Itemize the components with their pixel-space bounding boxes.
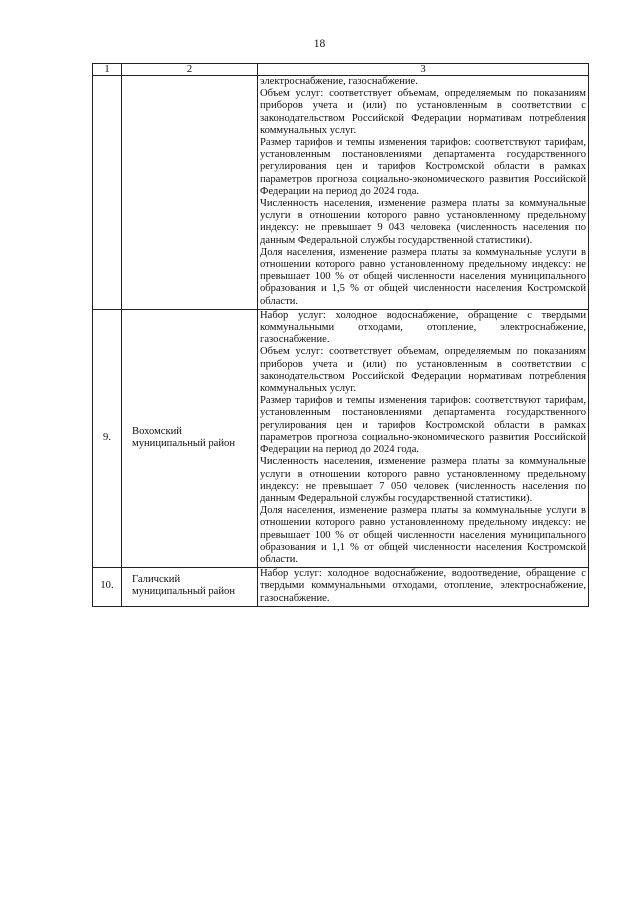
paragraph: Объем услуг: соответствует объемам, определяемым по показаниям приборов учета и (или) по установленным в соответствии с законодательством Российской Федерации нормативам потребления коммунальных услуг. [260, 346, 586, 395]
table-row [93, 309, 589, 567]
municipality-name [122, 76, 258, 310]
paragraph: Размер тарифов и темпы изменения тарифов: соответствуют тарифам, установленным постановлениями департамента государственного регулирования цен и тарифов Костромской области в рамках параметров прогноза социально-экономического развития Российской Федерации на период до 2024 года. [260, 395, 586, 456]
row-number: 9. [93, 309, 122, 567]
municipal-tariff-table [92, 63, 589, 607]
row-description [258, 568, 589, 607]
paragraph: Численность населения, изменение размера платы за коммунальные услуги в отношении которого равно установленному предельному индексу: не превышает 7 050 человек (численность населения по данным Федеральной службы государственной статистики). [260, 456, 586, 504]
header-cell-3: 3 [258, 64, 589, 76]
table-header-row [93, 64, 589, 76]
paragraph: электроснабжение, газоснабжение. [260, 76, 418, 87]
paragraph: Набор услуг: холодное водоснабжение, обращение с твердыми коммунальными отходами, отопление, электроснабжение, газоснабжение. [260, 309, 586, 346]
paragraph: Доля населения, изменение размера платы за коммунальные услуги в отношении которого равно установленному предельному индексу: не превышает 100 % от общей численности населения муниципального образования и 1,1 % от общей численности населения Костромской области. [260, 505, 586, 565]
municipality-name: Галичский муниципальный район [122, 568, 258, 607]
page-number: 18 [313, 38, 326, 50]
row-description [258, 76, 589, 310]
paragraph: Размер тарифов и темпы изменения тарифов: соответствуют тарифам, установленным постановлениями департамента государственного регулирования цен и тарифов Костромской области в рамках параметров прогноза социально-экономического развития Российской Федерации на период до 2024 года. [260, 137, 586, 197]
paragraph: Объем услуг: соответствует объемам, определяемым по показаниям приборов учета и (или) по установленным в соответствии с законодательством Российской Федерации нормативам потребления коммунальных услуг. [260, 88, 586, 136]
header-cell-1: 1 [93, 64, 122, 76]
table-row [93, 76, 589, 310]
row-number: 10. [93, 568, 122, 607]
row-description [258, 309, 589, 567]
paragraph: Численность населения, изменение размера платы за коммунальные услуги в отношении которого равно установленному предельному индексу: не превышает 9 043 человека (численность населения по данным Федеральной службы государственной статистики). [260, 198, 586, 246]
municipality-name: Вохомский муниципальный район [122, 309, 258, 567]
paragraph: Доля населения, изменение размера платы за коммунальные услуги в отношении которого равно установленному предельному индексу: не превышает 100 % от общей численности населения муниципального образования и 1,5 % от общей численности населения Костромской области. [260, 246, 586, 307]
row-number [93, 76, 122, 310]
paragraph: Набор услуг: холодное водоснабжение, водоотведение, обращение с твердыми коммунальными отходами, отопление, электроснабжение, газоснабжение. [260, 568, 586, 604]
table-row [93, 568, 589, 607]
header-cell-2: 2 [122, 64, 258, 76]
